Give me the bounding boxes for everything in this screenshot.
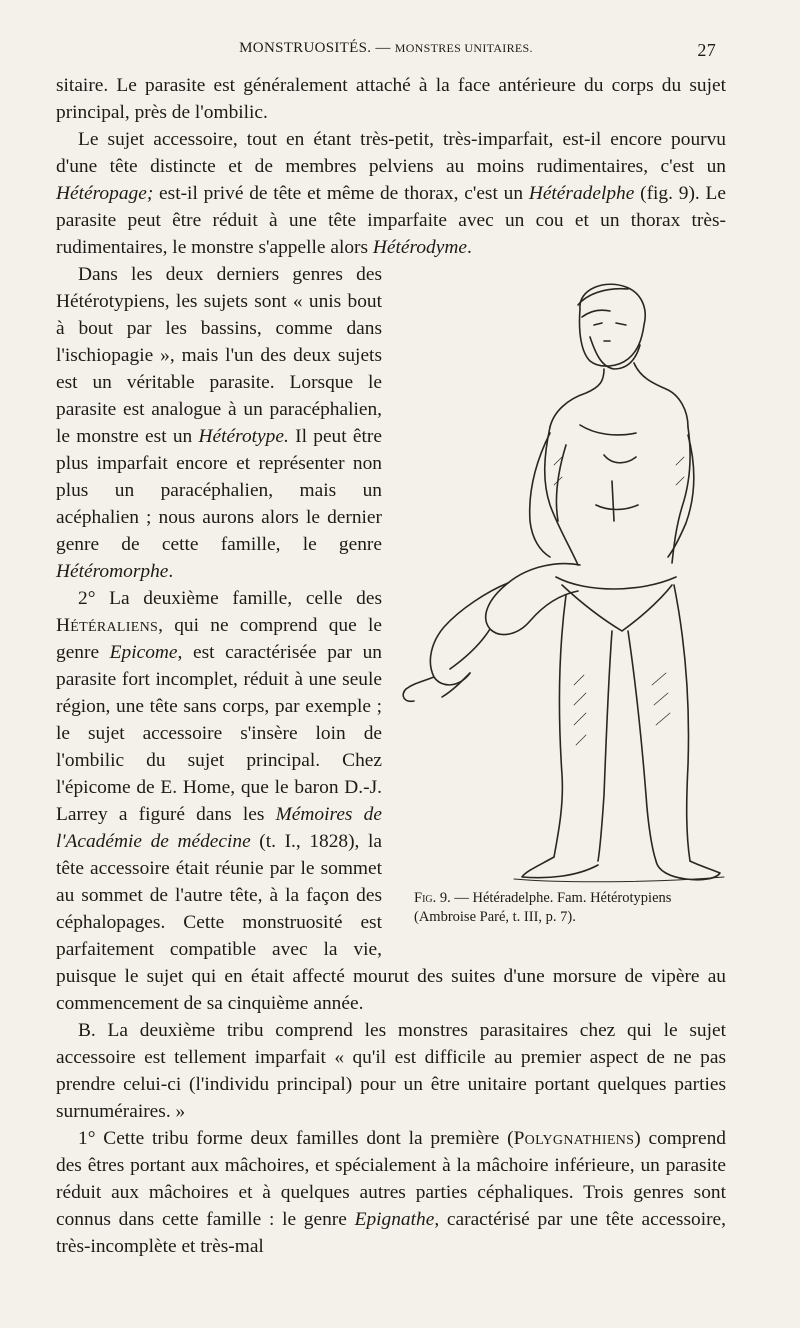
p2-text-e: (fig. 9). Le parasite peut être réduit à une tête imparfaite avec un cou et un thorax très-rudimentaires, le monstre s'appelle alors — [56, 183, 726, 258]
p2-text-g: . — [466, 237, 472, 258]
term-heterodyme: Hétérodyme — [372, 237, 467, 258]
figure-9 — [390, 265, 726, 933]
p3-text-c: Il peut être plus imparfait encore et représenter non plus un paracéphalien, mais un acéphalien ; nous aurons alors le dernier genre de cette famille, le genre — [56, 426, 382, 555]
p6-text-e: , caractérisé par une tête accessoire, très-incomplète et très-mal — [56, 1209, 726, 1257]
p4-text-e: , est caractérisée par un parasite fort incomplet, réduit à une seule région, une tête sans corps, par exemple ; le sujet accessoire s'insère loin de l'ombilic du sujet principal. Chez l'épicome de E. Home, que le baron D.-J. Larrey a figuré dans les — [56, 642, 382, 825]
paragraph-1: sitaire. Le parasite est généralement attaché à la face antérieure du corps du sujet principal, près de l'ombilic. — [56, 75, 726, 123]
term-polygnathiens: Polygnathiens — [513, 1128, 635, 1149]
p2-text-a: Le sujet accessoire, tout en étant très-petit, très-imparfait, est-il encore pourvu d'une tête distincte et de membres pelviens au moins rudimentaires, c'est un — [56, 129, 726, 177]
p3-text-e: . — [168, 561, 174, 582]
paragraph-2 — [56, 126, 726, 261]
term-heteropage: Hétéropage; — [56, 183, 154, 204]
term-epicome: Epicome — [109, 642, 178, 663]
body-text — [56, 72, 726, 1260]
term-heteromorphe: Hétéromorphe — [56, 561, 169, 582]
p4-text-g: (t. I., 1828), la tête accessoire était réunie par le sommet au sommet de l'autre tête, à la façon des céphalopages. Cette monstruosité est parfaitement compatible avec la vie, puisque le sujet qui en était affecté mourut des suites d'une morsure de vipère au commencement de sa cinquième année. — [56, 831, 726, 1014]
header-title: MONSTRUOSITÉS. — — [239, 40, 395, 56]
figure-caption — [414, 889, 726, 927]
p6-text-a: 1° Cette tribu forme deux familles dont la première ( — [78, 1128, 514, 1149]
citation-memoires: Mémoires de l'Académie de médecine — [56, 804, 382, 852]
term-heteradelphe: Hétéradelphe — [528, 183, 635, 204]
page-number: 27 — [697, 40, 716, 60]
figure-caption-text: — Hétéradelphe. Fam. Hétérotypiens (Ambroise Paré, t. III, p. 7). — [414, 890, 672, 925]
term-epignathe: Epignathe — [354, 1209, 435, 1230]
header-subtitle: MONSTRES UNITAIRES. — [394, 41, 533, 55]
heteradelphe-illustration — [390, 265, 726, 885]
p4-text-a: 2° La deuxième famille, celle des — [78, 588, 382, 609]
running-header — [56, 40, 716, 66]
term-heteraliens: Hétéraliens — [56, 615, 159, 636]
p4-text-c: , qui ne comprend que le genre — [56, 615, 382, 663]
p2-text-c: est-il privé de tête et même de thorax, c'est un — [153, 183, 529, 204]
figure-label: Fig. 9. — [414, 890, 451, 906]
p6-text-c: ) comprend des êtres portant aux mâchoires, et spécialement à la mâchoire inférieure, un parasite réduit aux mâchoires et à quelques autres parties céphaliques. Trois genres sont connus dans cette famille : le genre — [56, 1128, 726, 1230]
p3-text-a: Dans les deux derniers genres des Hétérotypiens, les sujets sont « unis bout à bout par les bassins, comme dans l'ischiopagie », mais l'un des deux sujets est un véritable parasite. Lorsque le parasite est analogue à un paracéphalien, le monstre est un — [56, 264, 382, 447]
term-heterotype: Hétérotype. — [198, 426, 289, 447]
paragraph-6 — [56, 1125, 726, 1260]
paragraph-5: B. La deuxième tribu comprend les monstres parasitaires chez qui le sujet accessoire est tellement imparfait « qu'il est difficile au premier aspect de ne pas prendre celui-ci (l'individu principal) pour un être unitaire portant quelques parties surnuméraires. » — [56, 1020, 726, 1122]
